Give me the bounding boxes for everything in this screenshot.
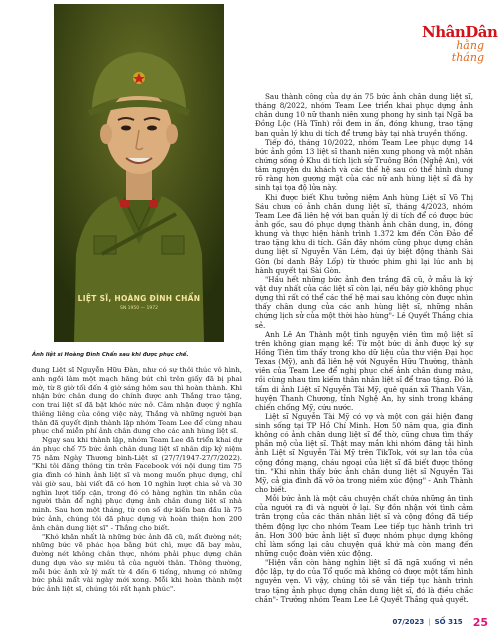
- left-paragraph-3: "Khó khăn nhất là những bức ảnh đã cũ, mất đường nét; những bức vẽ phác họa bằng bút chì, mực đã bay màu, đường nét không chân thực, nhóm phải phục dựng chân dung dựa vào sự miêu tả của người thân. Thông thường, mỗi bức ảnh xử lý mất từ 4 đến 6 tiếng, nhưng có những bức phải mất vài ngày mới xong. Mỗi khi hoàn thành một bức ảnh liệt sĩ, chúng tôi rất hạnh phúc".: [32, 532, 242, 594]
- left-paragraph-1: đung Liệt sĩ Nguyễn Hữu Đàn, như có sự thôi thúc vô hình, anh ngồi làm một mạch hăng bút chì trên giấy đã bị phai mờ, từ 8 giờ tối đến 4 giờ sáng hôm sau thì hoàn thành. Khi nhận bức chân dung do chính được anh Thắng trao tặng, con trai liệt sĩ đã bật khóc nức nở. Cảm nhận được ý nghĩa thiêng liêng của công việc này, Thắng và những người bạn thân đã quyết định thành lập nhóm Team Lee để cùng nhau phục chế miễn phí ảnh chân dung cho các anh hùng liệt sĩ.: [32, 366, 242, 436]
- right-paragraph-7: Mỗi bức ảnh là một câu chuyện chất chứa những ân tình của người ra đi và người ở lại. Sự đồn nhận với tình cảm trân trọng của các thân nhân liệt sĩ và cộng đồng đã tiếp thêm động lực cho nhóm Team Lee tiếp tục hành trình tri ân. Hơn 300 bức ảnh liệt sĩ được nhóm phục dựng không chỉ làm sống lại câu chuyện quá khứ mà còn mang đến những cuộc đoàn viên xúc động.: [255, 494, 473, 559]
- issue-number: SỐ 315: [434, 618, 463, 626]
- logo-brand: NhânDân: [422, 23, 498, 41]
- article-right-column: [255, 92, 473, 604]
- portrait-name-label: LIỆT SĨ, HOÀNG ĐÌNH CHẨN: [77, 294, 201, 303]
- right-paragraph-8: "Hiện vẫn còn hàng nghìn liệt sĩ đã ngã xuống vì nền độc lập, tự do của Tổ quốc mà không có được một tấm hình nguyên vẹn. Vì vậy, chúng tôi sẽ vẫn tiếp tục hành trình trao tặng ảnh phục dựng chân dung liệt sĩ, đó là điều chắc chắn"- Trưởng nhóm Team Lee Lê Quyết Thắng quả quyết.: [255, 558, 473, 604]
- footer-separator: |: [428, 618, 431, 626]
- page-number: 25: [472, 615, 488, 629]
- newspaper-logo: [422, 23, 498, 64]
- right-paragraph-1: Sau thành công của dự án 75 bức ảnh chân dung liệt sĩ, tháng 8/2022, nhóm Team Lee triển khai phục dựng ảnh chân dung 10 nữ thanh niên xung phong hy sinh tại Ngã ba Đồng Lộc (Hà Tĩnh) rồi đem in ấn, đóng khung, trao tặng ban quản lý khu di tích để trưng bày tại nhà truyền thống.: [255, 92, 473, 138]
- right-paragraph-6: Liệt sĩ Nguyễn Tài Mỹ có vợ và một con gái hiện đang sinh sống tại TP Hồ Chí Minh. Hơn 50 năm qua, gia đình không có ảnh chân dung liệt sĩ để thờ, cũng chưa tìm thấy phần mộ của liệt sĩ. Thật may mắn khi nhóm đăng tải hình ảnh Liệt sĩ Nguyễn Tài Mỹ trên TikTok, với sự lan tỏa của cộng đồng mạng, cháu ngoại của liệt sĩ đã biết được thông tin. "Khi nhìn thấy bức ảnh chân dung liệt sĩ Nguyễn Tài Mỹ, cả gia đình đã vỡ òa trong niềm xúc động" - Anh Thành cho biết.: [255, 411, 473, 495]
- article-left-column: [32, 366, 242, 594]
- left-paragraph-2: Ngay sau khi thành lập, nhóm Team Lee đã triển khai dự án phục chế 75 bức ảnh chân dung liệt sĩ nhân dịp kỷ niệm 75 năm Ngày Thương binh-Liệt sĩ (27/7/1947-27/7/2022). "Khi tôi đăng thông tin trên Facebook với nội dung tìm 75 gia đình có hình ảnh liệt sĩ và mong muốn phục dựng, chỉ vài giờ sau, bài viết đã có hơn 10 nghìn lượt chia sẻ và 30 nghìn lượt tiếp cận, trong đó có hàng nghìn tin nhắn của người thân để nghị phục dựng ảnh chân dung liệt sĩ nhà mình. Sau hơn một tháng, từ con số dự kiến ban đầu là 75 bức ảnh, chúng tôi đã phục dựng và hoàn thiện hơn 200 ảnh chân dung liệt sĩ" - Thắng cho biết.: [32, 436, 242, 532]
- photo-caption: Ảnh liệt sĩ Hoàng Đình Chẩn sau khi được phục chế.: [32, 352, 189, 358]
- right-paragraph-2: Tiếp đó, tháng 10/2022, nhóm Team Lee phục dựng 14 bức ảnh gồm 13 liệt sĩ thanh niên xung phong và một nhân chứng sống ở Khu di tích lịch sử Truông Bồn (Nghệ An), với tâm nguyện du khách và các thế hệ sau có thể hình dung rõ ràng hơn gương mặt của các nữ anh hùng liệt sĩ đã hy sinh tại tọa độ lửa này.: [255, 137, 473, 193]
- martyr-portrait-photo: [54, 4, 224, 342]
- portrait-dates-label: SN 1950 — 1972: [120, 306, 158, 311]
- page-footer: [393, 615, 489, 629]
- portrait-illustration: [54, 4, 224, 342]
- right-paragraph-3: Khi được biết Khu tưởng niệm Anh hùng Liệt sĩ Võ Thị Sáu chưa có ảnh chân dung liệt sĩ, tháng 4/2023, nhóm Team Lee đã liên hệ với ban quản lý di tích để có được bức ảnh gốc, sau đó phục dựng thành ảnh chân dung, in, đóng khung và thực hiện hành trình 1.372 km đến Côn Đảo để trao tặng khu di tích. Gần đây nhóm cũng phục dựng chân dung liệt sĩ Nguyễn Văn Lém, đại úy biệt động thành Sài Gòn (bí danh Bảy Lốp) từ thước phim ghi lại lúc anh bị hành quyết tại Sài Gòn.: [255, 192, 473, 275]
- right-paragraph-5: Anh Lê An Thành một tình nguyện viên tìm mộ liệt sĩ trên không gian mạng kể: Từ một bức di ảnh được ký sự Hồng Tiên tìm thấy trong kho dữ liệu của thư viện Đại học Texas (Mỹ), anh đã liên hệ với Nguyễn Hữu Thường, thành viên của Team Lee để nghị phục chế ảnh chân dung màu, rồi cùng nhau tìm kiếm thân nhân liệt sĩ để trao tặng. Đó là tấm di ảnh Liệt sĩ Nguyễn Tài Mỹ, quê quán xã Thanh Văn, huyện Thanh Chương, tỉnh Nghệ An, hy sinh trong kháng chiến chống Mỹ, cứu nước.: [255, 329, 473, 412]
- issue-date: 07/2023: [392, 618, 425, 626]
- logo-sub: hằng tháng: [451, 39, 484, 64]
- right-paragraph-4: "Hầu hết những bức ảnh đen trắng đã cũ, ở mẫu là ký vật duy nhất của các liệt sĩ còn lại, nếu bây giờ không phục dựng thì rất có thể các thế hệ mai sau không còn được nhìn thấy chân dung của các anh hùng liệt sĩ, những nhân chứng lịch sử của một thời hào hùng"- Lê Quyết Thắng chia sẻ.: [255, 274, 473, 330]
